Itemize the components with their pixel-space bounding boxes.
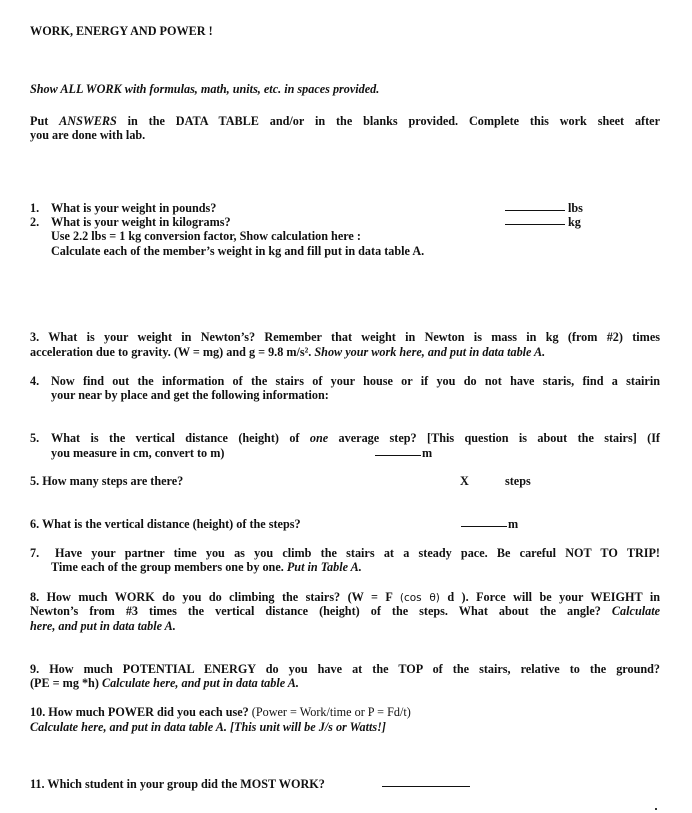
- q7-put-in-table: Put in Table A.: [286, 560, 362, 574]
- q9-line-2: [30, 676, 299, 690]
- q6-unit: m: [508, 517, 519, 531]
- q11-question: 11. Which student in your group did the MOST WORK?: [30, 777, 325, 791]
- q8-cos-theta: (cos θ): [399, 592, 440, 604]
- q10-line-1: [30, 705, 411, 719]
- q9-calculate: Calculate here, and put in data table A.: [101, 676, 299, 690]
- q4-line-2: your near by place and get the following information:: [51, 388, 329, 402]
- show-work-instruction: Show ALL WORK with formulas, math, units, etc. in spaces provided.: [30, 82, 380, 96]
- q8-line-2: [30, 604, 660, 618]
- q3-line-1: 3. What is your weight in Newton’s? Remember that weight in Newton is mass in kg (from #2) times: [30, 330, 660, 344]
- q1-unit: lbs: [568, 201, 583, 215]
- q5a-number: 5.: [30, 431, 40, 445]
- q10-question: 10. How much POWER did you each use?: [30, 705, 252, 719]
- put-answers-put: Put: [30, 114, 60, 128]
- q10-formula: (Power = Work/time or P = Fd/t): [251, 705, 411, 719]
- q4-line-1: Now find out the information of the stairs of your house or if you do not have staris, find a stairin: [51, 374, 660, 388]
- q2-unit: kg: [568, 215, 581, 229]
- q2-question: What is your weight in kilograms?: [51, 215, 231, 229]
- q3-line-2: [30, 345, 545, 359]
- q5a-part-a: What is the vertical distance (height) of: [51, 431, 310, 445]
- q8-line-1: [30, 590, 660, 605]
- q6-answer-blank[interactable]: [461, 515, 507, 527]
- q5a-line-1: [51, 431, 660, 445]
- q7-line-1: Have your partner time you as you climb the stairs at a steady pace. Be careful NOT TO TRIP!: [55, 546, 660, 560]
- q2-calc-note: Calculate each of the member’s weight in kg and fill put in data table A.: [51, 244, 425, 258]
- q10-line-2: Calculate here, and put in data table A. [This unit will be J/s or Watts!]: [30, 720, 386, 734]
- q7-number: 7.: [30, 546, 40, 560]
- q2-answer-blank[interactable]: [505, 213, 565, 225]
- put-answers-instruction-line-2: you are done with lab.: [30, 128, 146, 142]
- q1-answer-blank[interactable]: [505, 199, 565, 211]
- q1-number: 1.: [30, 201, 40, 215]
- q9-line-1: 9. How much POTENTIAL ENERGY do you have at the TOP of the stairs, relative to the ground?: [30, 662, 660, 676]
- q2-number: 2.: [30, 215, 40, 229]
- q5a-one: one: [309, 431, 329, 445]
- q5a-line-2: you measure in cm, convert to m): [51, 446, 225, 460]
- q5a-answer-blank[interactable]: [375, 444, 421, 456]
- q11-answer-blank[interactable]: [382, 775, 470, 787]
- page-title: WORK, ENERGY AND POWER !: [30, 24, 213, 38]
- q7-line-2: [51, 560, 362, 574]
- q8-part-a: 8. How much WORK do you do climbing the stairs? (W = F: [30, 590, 400, 604]
- q5b-question: 5. How many steps are there?: [30, 474, 184, 488]
- q3-formula: acceleration due to gravity. (W = mg) and g = 9.8 m/s².: [30, 345, 315, 359]
- q5b-x-mark: X: [460, 474, 469, 488]
- put-answers-instruction-line-1: [30, 114, 660, 128]
- q7-time-each: Time each of the group members one by one.: [51, 560, 287, 574]
- q5a-part-c: average step? [This question is about the stairs] (If: [328, 431, 660, 445]
- put-answers-rest: in the DATA TABLE and/or in the blanks provided. Complete this work sheet after: [116, 114, 660, 128]
- q8-calculate: Calculate: [611, 604, 660, 618]
- q3-show-work: Show your work here, and put in data table A.: [314, 345, 546, 359]
- q8-line-3: here, and put in data table A.: [30, 619, 176, 633]
- put-answers-emphasis: ANSWERS: [59, 114, 117, 128]
- q6-question: 6. What is the vertical distance (height) of the steps?: [30, 517, 301, 531]
- q1-question: What is your weight in pounds?: [51, 201, 217, 215]
- page-corner-dot: [655, 808, 657, 810]
- q9-formula: (PE = mg *h): [30, 676, 102, 690]
- q8-part-c: d ). Force will be your WEIGHT in: [439, 590, 660, 604]
- q5a-unit: m: [422, 446, 433, 460]
- q2-conversion-note: Use 2.2 lbs = 1 kg conversion factor, Show calculation here :: [51, 229, 361, 243]
- q4-number: 4.: [30, 374, 40, 388]
- q5b-unit: steps: [505, 474, 531, 488]
- q8-angle-question: Newton’s from #3 times the vertical distance (height) of the steps. What about the angle?: [30, 604, 612, 618]
